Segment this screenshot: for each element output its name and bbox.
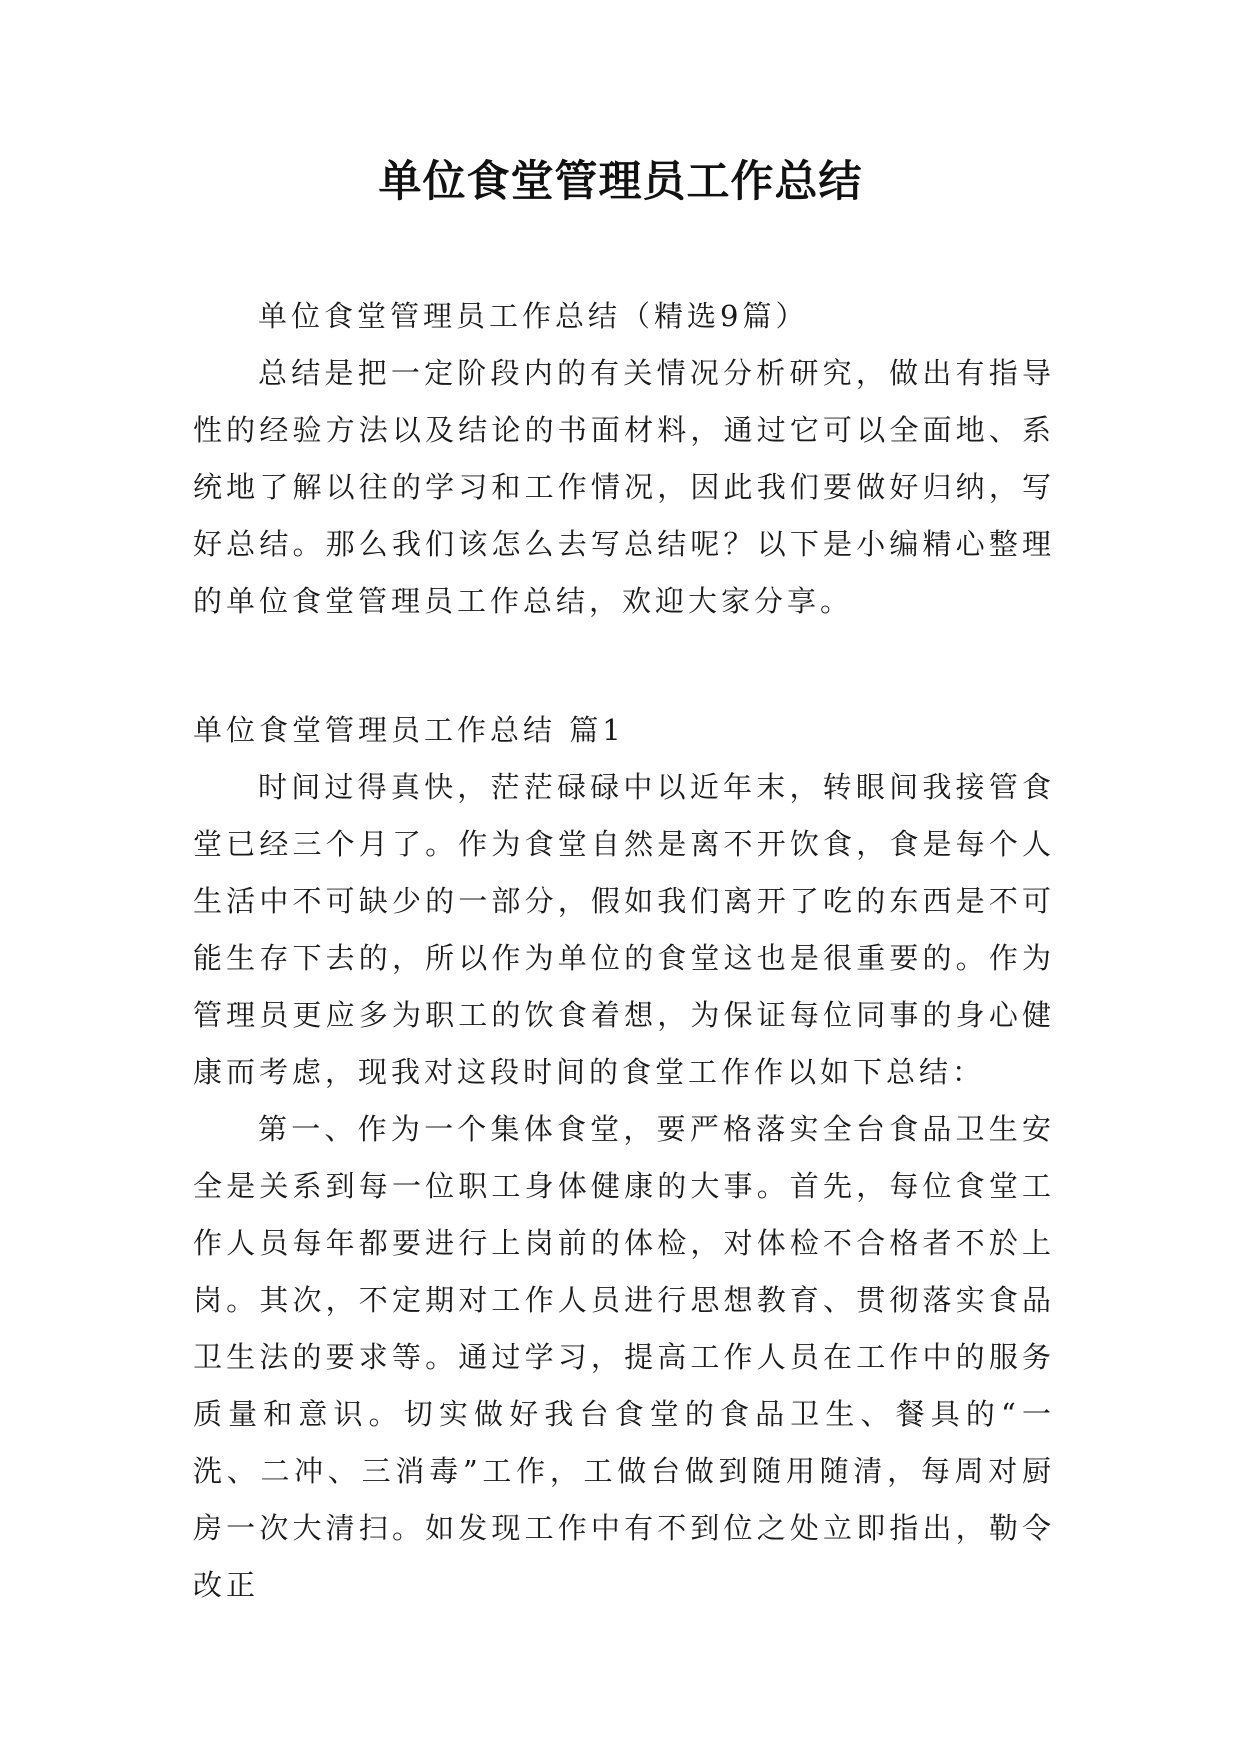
- section-heading: 单位食堂管理员工作总结 篇1: [193, 713, 625, 747]
- section-paragraph: 第一、作为一个集体食堂，要严格落实全台食品卫生安全是关系到每一位职工身体健康的大事。首先，每位食堂工作人员每年都要进行上岗前的体检，对体检不合格者不於上岗。其次，不定期对工作人员进行思想教育、贯彻落实食品卫生法的要求等。通过学习，提高工作人员在工作中的服务质量和意识。切实做好我台食堂的食品卫生、餐具的“一洗、二冲、三消毒”工作，工做台做到随用随清，每周对厨房一次大清扫。如发现工作中有不到位之处立即指出，勒令改正: [193, 1112, 1055, 1602]
- subtitle-line: 单位食堂管理员工作总结（精选9篇）: [258, 299, 809, 333]
- section-paragraph: 时间过得真快，茫茫碌碌中以近年末，转眼间我接管食堂已经三个月了。作为食堂自然是离不开饮食，食是每个人生活中不可缺少的一部分，假如我们离开了吃的东西是不可能生存下去的，所以作为单位的食堂这也是很重要的。作为管理员更应多为职工的饮食着想，为保证每位同事的身心健康而考虑，现我对这段时间的食堂工作作以如下总结：: [193, 770, 1055, 1089]
- section-1: [193, 702, 1055, 1614]
- intro-block: [193, 288, 1055, 630]
- document-title: 单位食堂管理员工作总结: [378, 157, 863, 207]
- intro-paragraph: 总结是把一定阶段内的有关情况分析研究，做出有指导性的经验方法以及结论的书面材料，通过它可以全面地、系统地了解以往的学习和工作情况，因此我们要做好归纳，写好总结。那么我们该怎么去写总结呢？以下是小编精心整理的单位食堂管理员工作总结，欢迎大家分享。: [193, 356, 1055, 618]
